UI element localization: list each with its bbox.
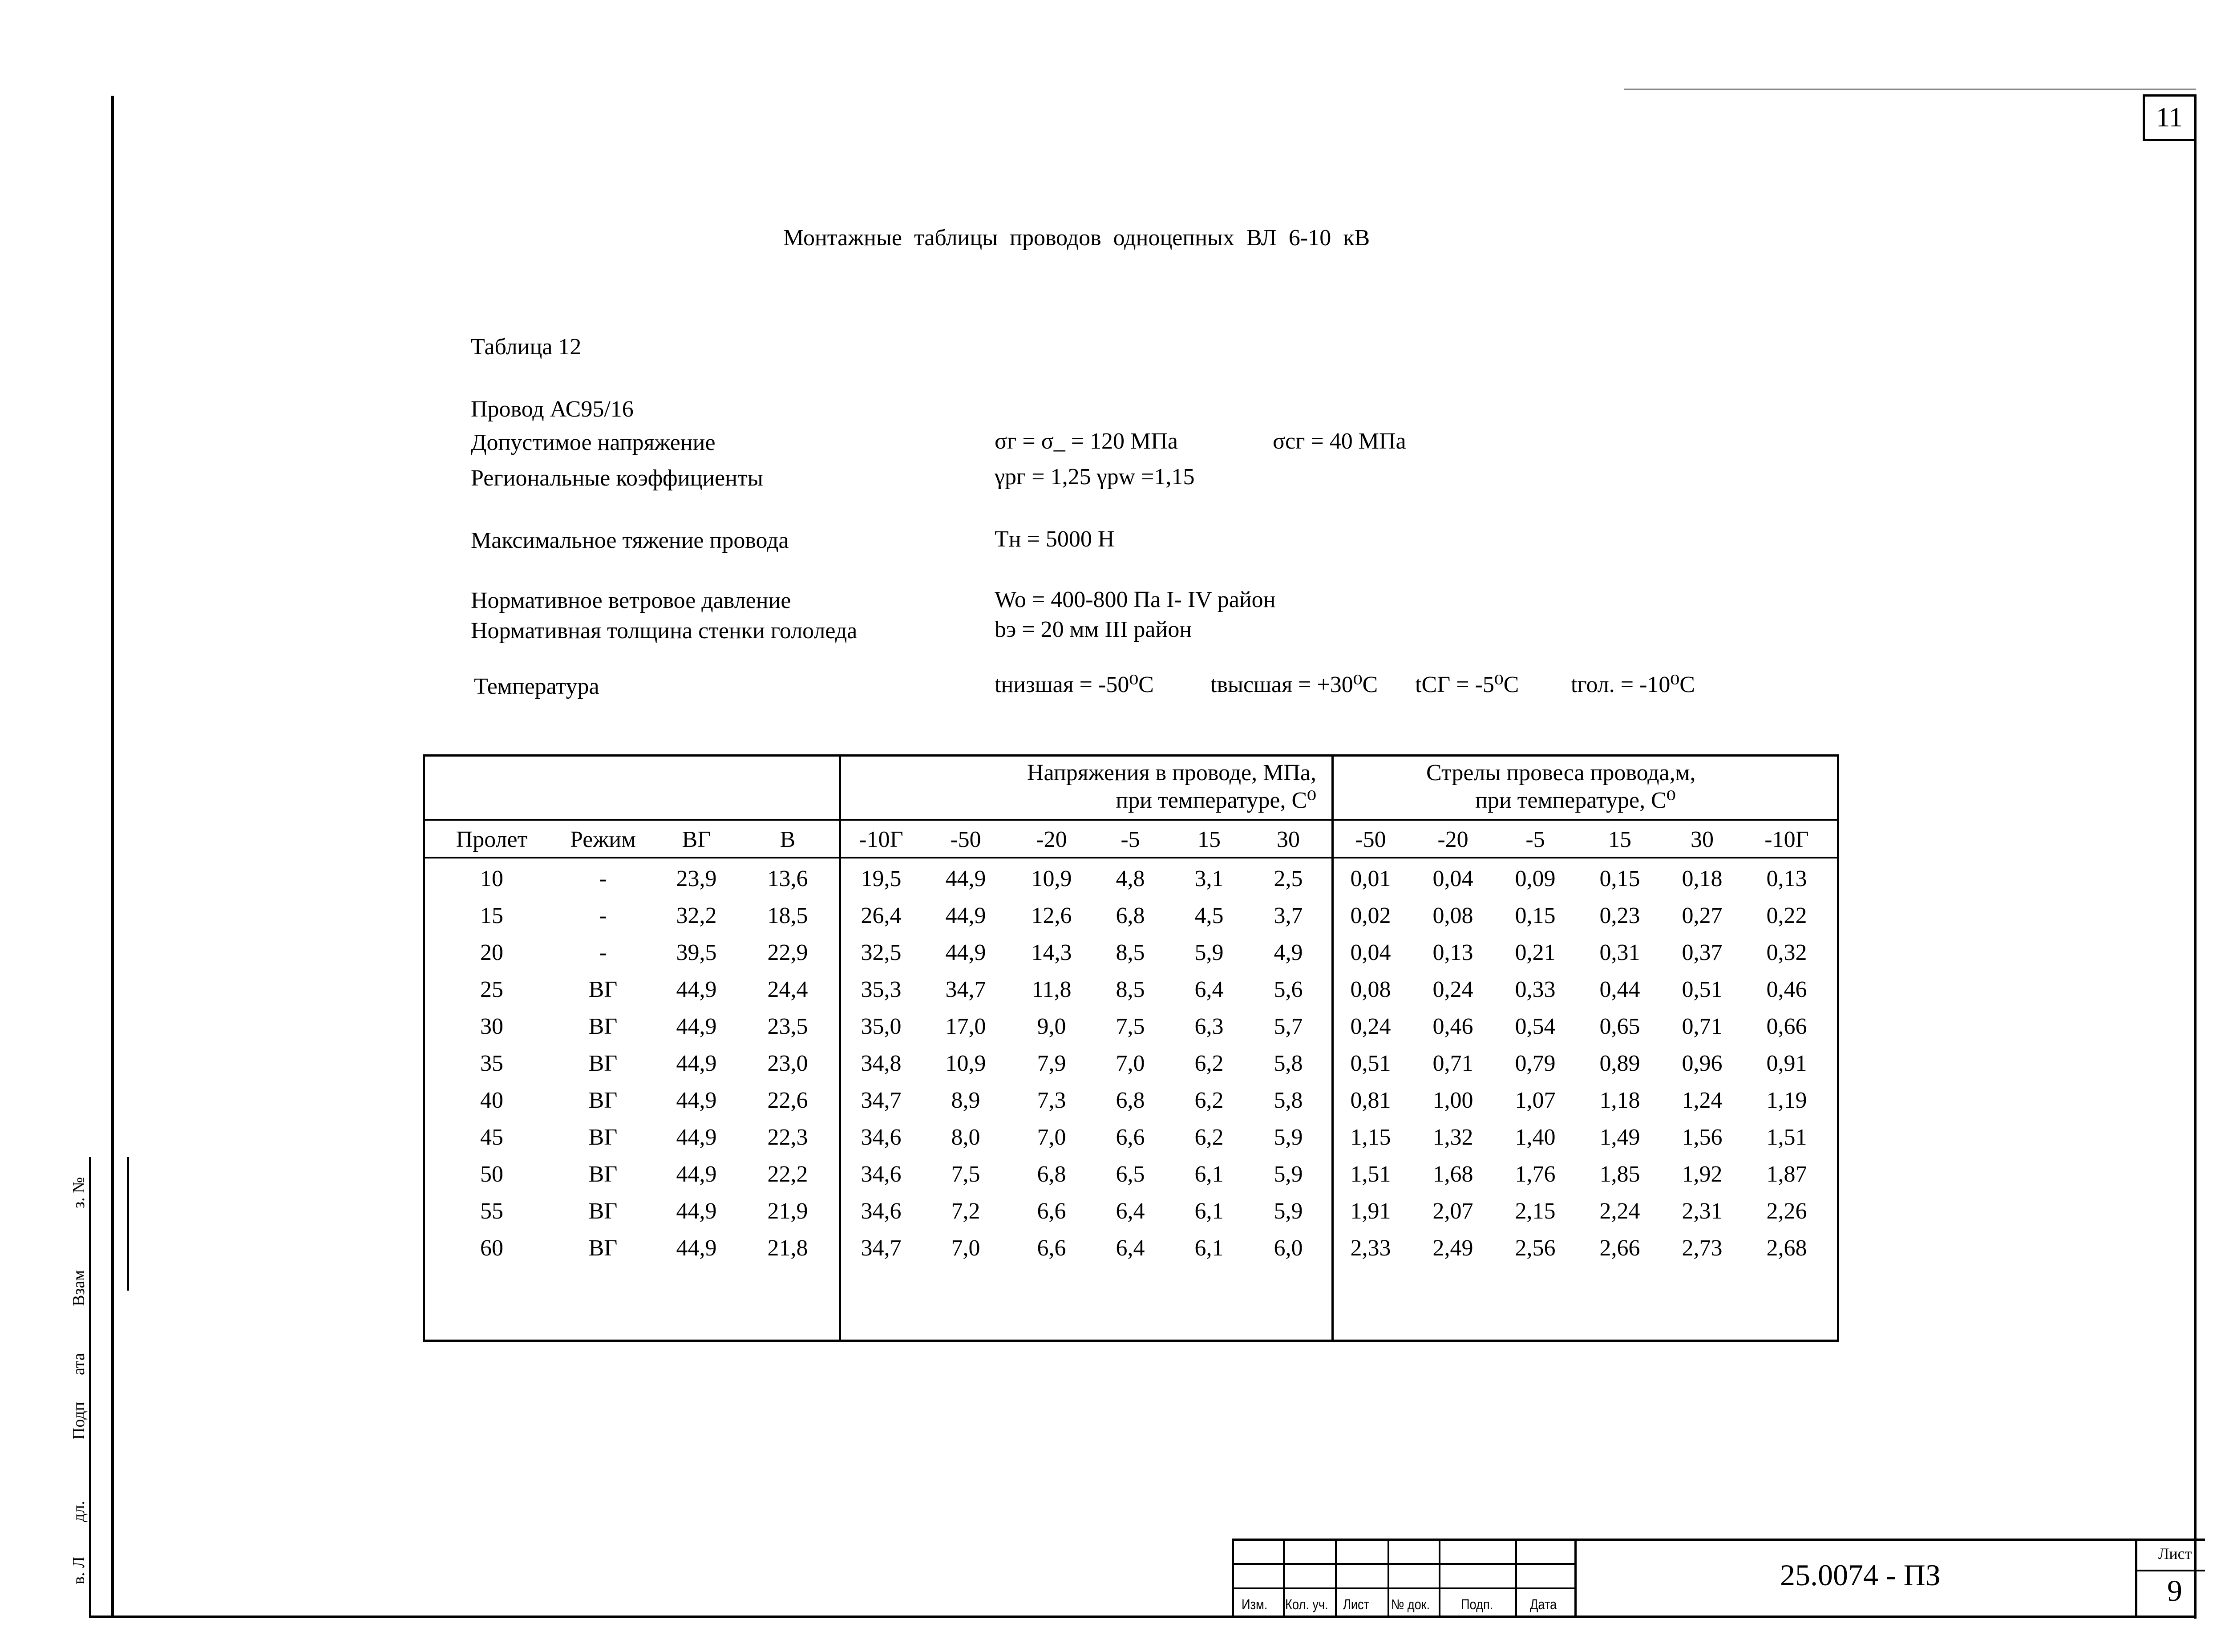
table-cell: 5,9 xyxy=(1274,1162,1303,1187)
column-header: -5 xyxy=(1121,827,1140,852)
ice-value: bэ = 20 мм III район xyxy=(995,617,1192,642)
table-cell: 5,9 xyxy=(1274,1199,1303,1224)
table-cell: 0,71 xyxy=(1682,1014,1723,1039)
column-header: -50 xyxy=(950,827,981,852)
tb-kol-uch: Кол. уч. xyxy=(1285,1596,1328,1612)
page-number: 11 xyxy=(2143,94,2196,141)
table-cell: 44,9 xyxy=(676,1235,717,1261)
table-cell: 0,71 xyxy=(1432,1051,1473,1076)
stress-group-header-line1: Напряжения в проводе, МПа, xyxy=(1027,760,1316,786)
table-cell: 6,0 xyxy=(1274,1235,1303,1261)
sheet-number: 9 xyxy=(2167,1574,2182,1607)
table-cell: 0,01 xyxy=(1350,866,1391,891)
table-cell: 25 xyxy=(480,977,503,1002)
allowed-stress-value2: σсг = 40 МПа xyxy=(1273,429,1406,454)
table-cell: 50 xyxy=(480,1162,503,1187)
table-cell: 44,9 xyxy=(945,903,986,928)
table-cell: 0,23 xyxy=(1599,903,1640,928)
sag-tension-table xyxy=(423,754,1839,1342)
table-divider-1 xyxy=(839,757,841,1340)
table-cell: 44,9 xyxy=(676,1162,717,1187)
table-cell: ВГ xyxy=(588,1199,618,1224)
table-cell: 7,0 xyxy=(951,1235,980,1261)
tb-izm: Изм. xyxy=(1242,1596,1268,1612)
table-cell: 0,33 xyxy=(1515,977,1556,1002)
table-cell: 44,9 xyxy=(945,866,986,891)
tb-data: Дата xyxy=(1530,1596,1557,1612)
table-divider-2 xyxy=(1331,757,1334,1340)
table-cell: 44,9 xyxy=(676,1125,717,1150)
tb-col6 xyxy=(1574,1539,1577,1616)
tb-col1 xyxy=(1283,1539,1285,1616)
table-cell: 4,8 xyxy=(1116,866,1145,891)
table-cell: 1,49 xyxy=(1599,1125,1640,1150)
tb-col2 xyxy=(1335,1539,1337,1616)
table-cell: 23,9 xyxy=(676,866,717,891)
table-cell: 13,6 xyxy=(767,866,808,891)
table-cell: 0,15 xyxy=(1515,903,1556,928)
table-cell: 0,46 xyxy=(1766,977,1807,1002)
table-cell: 35,0 xyxy=(861,1014,902,1039)
table-cell: ВГ xyxy=(588,1162,618,1187)
table-cell: 23,0 xyxy=(767,1051,808,1076)
table-cell: 7,5 xyxy=(1116,1014,1145,1039)
table-cell: 0,91 xyxy=(1766,1051,1807,1076)
table-cell: 1,85 xyxy=(1599,1162,1640,1187)
table-cell: 0,66 xyxy=(1766,1014,1807,1039)
table-cell: 6,6 xyxy=(1116,1125,1145,1150)
sheet-label: Лист xyxy=(2158,1545,2192,1563)
side-stamp-data: ата xyxy=(69,1353,88,1375)
table-cell: 21,8 xyxy=(767,1235,808,1261)
table-cell: 1,15 xyxy=(1350,1125,1391,1150)
table-cell: 12,6 xyxy=(1031,903,1072,928)
table-cell: 0,96 xyxy=(1682,1051,1723,1076)
table-cell: 6,4 xyxy=(1116,1199,1145,1224)
table-cell: 8,9 xyxy=(951,1088,980,1113)
table-cell: 7,3 xyxy=(1037,1088,1066,1113)
wind-value: Wo = 400-800 Па I- IV район xyxy=(995,587,1276,612)
table-cell: 1,92 xyxy=(1682,1162,1723,1187)
frame-top-line xyxy=(1624,89,2196,90)
table-cell: 8,0 xyxy=(951,1125,980,1150)
table-cell: 6,8 xyxy=(1116,1088,1145,1113)
table-cell: 2,49 xyxy=(1432,1235,1473,1261)
column-header: -20 xyxy=(1437,827,1468,852)
table-cell: 9,0 xyxy=(1037,1014,1066,1039)
table-header-rule xyxy=(425,819,1837,821)
page-title: Монтажные таблицы проводов одноцепных ВЛ 6-10 кВ xyxy=(783,225,1370,251)
table-cell: 6,5 xyxy=(1116,1162,1145,1187)
table-cell: 5,6 xyxy=(1274,977,1303,1002)
table-cell: 4,5 xyxy=(1194,903,1224,928)
temp-ice: tгол. = -10⁰С xyxy=(1571,672,1695,697)
table-cell: 5,7 xyxy=(1274,1014,1303,1039)
table-cell: 2,33 xyxy=(1350,1235,1391,1261)
table-cell: 0,51 xyxy=(1350,1051,1391,1076)
table-cell: 11,8 xyxy=(1032,977,1072,1002)
table-cell: 1,00 xyxy=(1432,1088,1473,1113)
table-cell: 6,2 xyxy=(1194,1051,1224,1076)
table-cell: 45 xyxy=(480,1125,503,1150)
table-cell: 2,66 xyxy=(1599,1235,1640,1261)
table-cell: 34,6 xyxy=(861,1199,902,1224)
table-cell: 5,9 xyxy=(1194,940,1224,965)
temp-sg: tСГ = -5⁰С xyxy=(1415,672,1519,697)
side-stamp-inv: з. № xyxy=(69,1177,88,1208)
table-cell: 0,13 xyxy=(1766,866,1807,891)
table-cell: 2,5 xyxy=(1274,866,1303,891)
side-stamp-vzam: Взам xyxy=(69,1270,88,1306)
table-cell: 2,31 xyxy=(1682,1199,1723,1224)
table-cell: 34,8 xyxy=(861,1051,902,1076)
column-header: 30 xyxy=(1691,827,1714,852)
table-cell: 35 xyxy=(480,1051,503,1076)
temperature-label: Температура xyxy=(474,674,599,699)
table-cell: 0,89 xyxy=(1599,1051,1640,1076)
max-tension-value: Тн = 5000 Н xyxy=(995,526,1115,552)
table-cell: 1,24 xyxy=(1682,1088,1723,1113)
table-cell: 34,7 xyxy=(861,1235,902,1261)
table-cell: 22,3 xyxy=(767,1125,808,1150)
table-cell: 32,5 xyxy=(861,940,902,965)
table-cell: 1,87 xyxy=(1766,1162,1807,1187)
table-cell: 0,27 xyxy=(1682,903,1723,928)
table-cell: 6,3 xyxy=(1194,1014,1224,1039)
temp-low: tнизшая = -50⁰С xyxy=(995,672,1154,697)
table-cell: 0,44 xyxy=(1599,977,1640,1002)
table-cell: 0,24 xyxy=(1432,977,1473,1002)
column-header: -10Г xyxy=(859,827,903,852)
stress-group-header-line2: при температуре, С⁰ xyxy=(1116,788,1316,813)
table-cell: 60 xyxy=(480,1235,503,1261)
table-cell: 17,0 xyxy=(945,1014,986,1039)
table-cell: 0,79 xyxy=(1515,1051,1556,1076)
side-stamp-inv-podl: дл. xyxy=(69,1501,88,1522)
table-cell: 1,68 xyxy=(1432,1162,1473,1187)
frame-left-line xyxy=(111,96,114,1618)
tb-left xyxy=(1232,1539,1234,1616)
title-block xyxy=(1232,1539,2205,1616)
sag-group-header-line2: при температуре, С⁰ xyxy=(1475,788,1676,813)
table-cell: 1,40 xyxy=(1515,1125,1556,1150)
frame-right-line xyxy=(2194,94,2197,1619)
table-cell: 14,3 xyxy=(1031,940,1072,965)
table-cell: 6,6 xyxy=(1037,1199,1066,1224)
table-cell: 3,7 xyxy=(1274,903,1303,928)
table-cell: 44,9 xyxy=(676,1088,717,1113)
table-cell: 34,6 xyxy=(861,1125,902,1150)
table-cell: 40 xyxy=(480,1088,503,1113)
table-cell: 2,24 xyxy=(1599,1199,1640,1224)
table-cell: 0,65 xyxy=(1599,1014,1640,1039)
side-stamp-podp: Подп xyxy=(69,1401,88,1440)
table-cell: 1,19 xyxy=(1766,1088,1807,1113)
table-cell: ВГ xyxy=(588,1088,618,1113)
table-cell: 22,9 xyxy=(767,940,808,965)
table-cell: 2,73 xyxy=(1682,1235,1723,1261)
table-cell: 2,26 xyxy=(1766,1199,1807,1224)
column-header: 15 xyxy=(1608,827,1631,852)
regional-value: γpг = 1,25 γpw =1,15 xyxy=(995,464,1195,490)
table-cell: 0,37 xyxy=(1682,940,1723,965)
table-cell: 6,1 xyxy=(1194,1235,1224,1261)
table-cell: 3,1 xyxy=(1194,866,1224,891)
table-cell: 0,51 xyxy=(1682,977,1723,1002)
table-cell: 44,9 xyxy=(676,1014,717,1039)
table-cell: 44,9 xyxy=(676,1051,717,1076)
table-cell: 7,2 xyxy=(951,1199,980,1224)
table-cell: 30 xyxy=(480,1014,503,1039)
column-header: -50 xyxy=(1355,827,1386,852)
table-cell: 4,9 xyxy=(1274,940,1303,965)
table-cell: 5,8 xyxy=(1274,1088,1303,1113)
table-cell: 6,2 xyxy=(1194,1088,1224,1113)
tb-col3 xyxy=(1388,1539,1389,1616)
table-cell: 1,51 xyxy=(1350,1162,1391,1187)
table-cell: 6,8 xyxy=(1116,903,1145,928)
table-cell: ВГ xyxy=(588,977,618,1002)
table-label: Таблица 12 xyxy=(471,334,582,360)
table-cell: 1,56 xyxy=(1682,1125,1723,1150)
table-cell: - xyxy=(599,866,607,891)
table-cell: 34,6 xyxy=(861,1162,902,1187)
table-cell: 6,1 xyxy=(1194,1199,1224,1224)
table-colhdr-rule xyxy=(425,857,1837,858)
sag-group-header-line1: Стрелы провеса провода,м, xyxy=(1426,760,1696,786)
table-cell: 2,68 xyxy=(1766,1235,1807,1261)
column-header: -20 xyxy=(1036,827,1067,852)
table-cell: 5,8 xyxy=(1274,1051,1303,1076)
table-cell: 0,04 xyxy=(1350,940,1391,965)
column-header: 15 xyxy=(1197,827,1221,852)
stamp-right-line xyxy=(127,1157,129,1291)
table-cell: 1,07 xyxy=(1515,1088,1556,1113)
table-cell: 55 xyxy=(480,1199,503,1224)
tb-col7 xyxy=(2135,1539,2137,1616)
table-cell: 22,2 xyxy=(767,1162,808,1187)
wind-label: Нормативное ветровое давление xyxy=(471,588,791,613)
table-cell: 1,51 xyxy=(1766,1125,1807,1150)
table-cell: 1,91 xyxy=(1350,1199,1391,1224)
table-cell: ВГ xyxy=(588,1051,618,1076)
table-cell: 0,13 xyxy=(1432,940,1473,965)
table-cell: 0,24 xyxy=(1350,1014,1391,1039)
tb-list: Лист xyxy=(1343,1596,1370,1612)
table-cell: 26,4 xyxy=(861,903,902,928)
table-cell: 22,6 xyxy=(767,1088,808,1113)
table-cell: 0,31 xyxy=(1599,940,1640,965)
table-cell: 0,08 xyxy=(1432,903,1473,928)
table-cell: 0,46 xyxy=(1432,1014,1473,1039)
document-number: 25.0074 - ПЗ xyxy=(1780,1558,1941,1592)
table-cell: 0,09 xyxy=(1515,866,1556,891)
table-cell: ВГ xyxy=(588,1125,618,1150)
table-cell: 10 xyxy=(480,866,503,891)
table-cell: 6,4 xyxy=(1194,977,1224,1002)
column-header: В xyxy=(780,827,796,852)
table-cell: 44,9 xyxy=(945,940,986,965)
tb-col4 xyxy=(1439,1539,1440,1616)
table-cell: 18,5 xyxy=(767,903,808,928)
table-cell: 23,5 xyxy=(767,1014,808,1039)
table-cell: 7,9 xyxy=(1037,1051,1066,1076)
table-cell: 44,9 xyxy=(676,977,717,1002)
table-cell: 39,5 xyxy=(676,940,717,965)
column-header: 30 xyxy=(1277,827,1300,852)
column-header: ВГ xyxy=(682,827,711,852)
allowed-stress-label: Допустимое напряжение xyxy=(471,430,716,455)
table-cell: 6,4 xyxy=(1116,1235,1145,1261)
table-cell: 8,5 xyxy=(1116,977,1145,1002)
column-header: Пролет xyxy=(456,827,528,852)
table-cell: ВГ xyxy=(588,1235,618,1261)
side-stamp-inv2: в. Л xyxy=(69,1556,88,1584)
table-cell: 10,9 xyxy=(945,1051,986,1076)
table-cell: 6,8 xyxy=(1037,1162,1066,1187)
table-cell: 6,1 xyxy=(1194,1162,1224,1187)
regional-label: Региональные коэффициенты xyxy=(471,466,763,491)
max-tension-label: Максимальное тяжение провода xyxy=(471,528,789,553)
table-cell: 24,4 xyxy=(767,977,808,1002)
tb-top xyxy=(1232,1539,2205,1541)
wire-label: Провод АС95/16 xyxy=(471,397,634,422)
table-cell: 0,54 xyxy=(1515,1014,1556,1039)
table-cell: 20 xyxy=(480,940,503,965)
table-cell: 34,7 xyxy=(861,1088,902,1113)
table-cell: 0,81 xyxy=(1350,1088,1391,1113)
table-cell: 0,18 xyxy=(1682,866,1723,891)
column-header: -5 xyxy=(1525,827,1545,852)
table-cell: 0,32 xyxy=(1766,940,1807,965)
table-cell: ВГ xyxy=(588,1014,618,1039)
table-cell: 21,9 xyxy=(767,1199,808,1224)
table-cell: 15 xyxy=(480,903,503,928)
table-cell: 0,04 xyxy=(1432,866,1473,891)
table-cell: 1,32 xyxy=(1432,1125,1473,1150)
table-cell: 2,15 xyxy=(1515,1199,1556,1224)
allowed-stress-value: σг = σ_ = 120 МПа xyxy=(995,429,1178,454)
table-cell: 0,08 xyxy=(1350,977,1391,1002)
temp-high: tвысшая = +30⁰С xyxy=(1210,672,1378,697)
table-cell: 1,76 xyxy=(1515,1162,1556,1187)
table-cell: 0,02 xyxy=(1350,903,1391,928)
table-cell: - xyxy=(599,940,607,965)
table-cell: 7,0 xyxy=(1037,1125,1066,1150)
column-header: Режим xyxy=(570,827,636,852)
table-cell: 0,15 xyxy=(1599,866,1640,891)
table-cell: 0,21 xyxy=(1515,940,1556,965)
ice-label: Нормативная толщина стенки гололеда xyxy=(471,618,858,644)
table-cell: 34,7 xyxy=(945,977,986,1002)
table-cell: 7,0 xyxy=(1116,1051,1145,1076)
table-cell: 1,18 xyxy=(1599,1088,1640,1113)
table-cell: 6,6 xyxy=(1037,1235,1066,1261)
table-cell: 0,22 xyxy=(1766,903,1807,928)
tb-podp: Подп. xyxy=(1461,1596,1493,1612)
column-header: -10Г xyxy=(1764,827,1809,852)
table-cell: 32,2 xyxy=(676,903,717,928)
tb-sheet-sep xyxy=(2135,1570,2205,1571)
tb-n-dok: № док. xyxy=(1391,1596,1430,1612)
table-cell: 2,07 xyxy=(1432,1199,1473,1224)
table-cell: 6,2 xyxy=(1194,1125,1224,1150)
stamp-left-line xyxy=(89,1157,91,1618)
tb-col5 xyxy=(1515,1539,1517,1616)
table-cell: - xyxy=(599,903,607,928)
table-cell: 44,9 xyxy=(676,1199,717,1224)
table-cell: 10,9 xyxy=(1031,866,1072,891)
table-cell: 2,56 xyxy=(1515,1235,1556,1261)
table-cell: 19,5 xyxy=(861,866,902,891)
table-cell: 35,3 xyxy=(861,977,902,1002)
table-cell: 8,5 xyxy=(1116,940,1145,965)
table-cell: 7,5 xyxy=(951,1162,980,1187)
table-cell: 5,9 xyxy=(1274,1125,1303,1150)
